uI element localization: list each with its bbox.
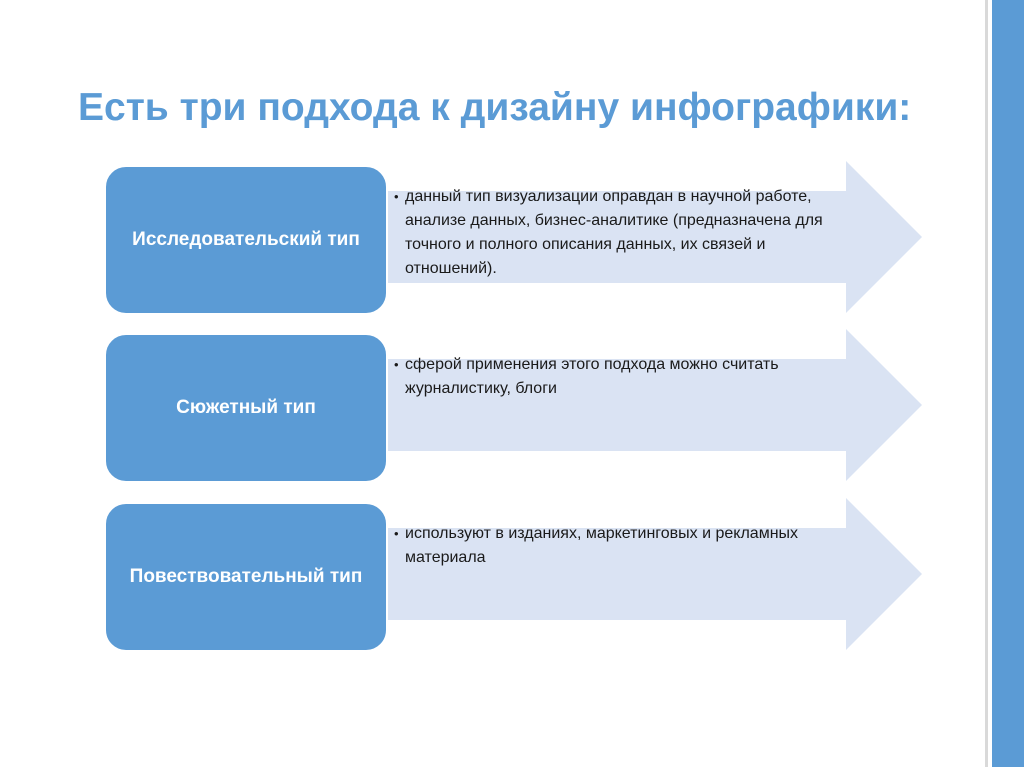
bullet-icon: • xyxy=(394,189,399,204)
slide-accent-bar xyxy=(992,0,1024,767)
arrow-shape xyxy=(350,498,922,650)
approach-box xyxy=(104,333,388,483)
slide-title: Есть три подхода к дизайну инфографики: xyxy=(78,86,912,129)
approach-label: Сюжетный тип xyxy=(176,397,316,419)
approach-description-text: данный тип визуализации оправдан в научной работе, анализе данных, бизнес-аналитике (предназначена для точного и полного описания данных, их связей и отношений). xyxy=(405,188,823,277)
approach-description xyxy=(394,522,860,570)
approach-label: Повествовательный тип xyxy=(129,566,363,588)
approach-label: Исследовательский тип xyxy=(132,229,360,251)
slide-edge-divider xyxy=(985,0,988,767)
approach-description xyxy=(394,353,860,401)
approach-description xyxy=(394,185,860,281)
approach-box xyxy=(104,502,388,652)
bullet-icon: • xyxy=(394,357,399,372)
approach-description-text: используют в изданиях, маркетинговых и рекламных материала xyxy=(405,525,799,566)
approach-description-text: сферой применения этого подхода можно считать журналистику, блоги xyxy=(405,356,779,397)
arrow-shape xyxy=(350,329,922,481)
approach-box xyxy=(104,165,388,315)
bullet-icon: • xyxy=(394,526,399,541)
